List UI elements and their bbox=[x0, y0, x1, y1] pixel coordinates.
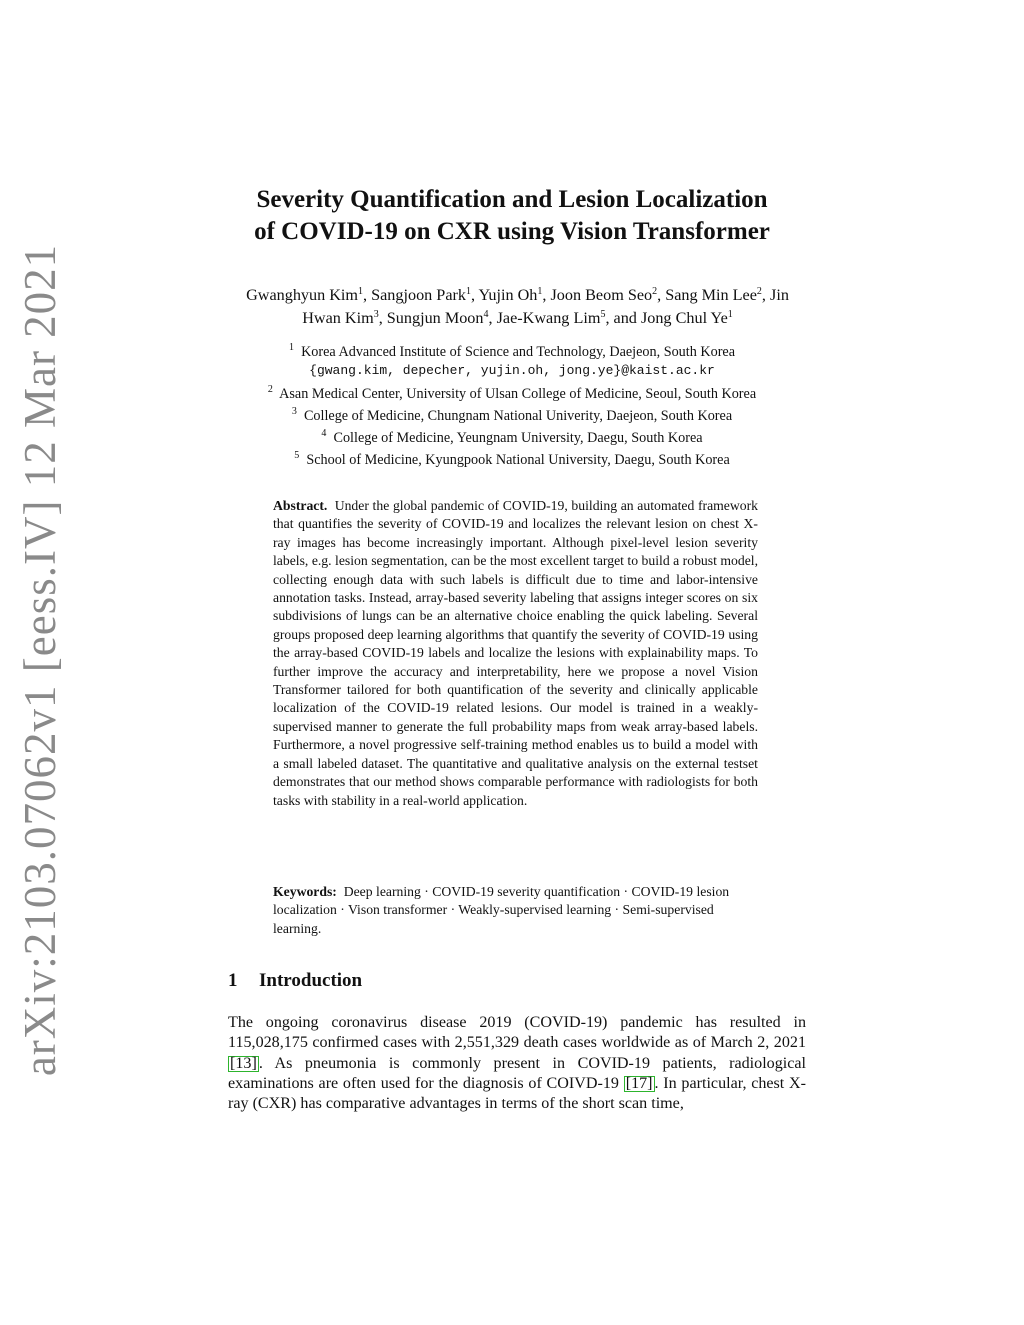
author-affil-mark: 1 bbox=[727, 309, 733, 320]
author-name: , Sangjoon Park bbox=[363, 286, 466, 304]
affiliation-line bbox=[200, 447, 824, 469]
author-affil-mark: 1 bbox=[465, 286, 471, 297]
author-name: , Sungjun Moon bbox=[378, 309, 484, 327]
affiliation-mark: 1 bbox=[288, 342, 294, 353]
author-affil-mark: 2 bbox=[756, 286, 762, 297]
author-emails: {gwang.kim, depecher, yujin.oh, jong.ye}@kaist.ac.kr bbox=[309, 363, 715, 379]
author-affil-mark: 1 bbox=[537, 286, 543, 297]
abstract bbox=[273, 497, 758, 810]
author-list bbox=[230, 282, 805, 328]
keywords-label: Keywords: bbox=[273, 884, 337, 899]
author-name: , Jin Hwan Kim bbox=[302, 286, 789, 327]
citation-link[interactable]: [13] bbox=[230, 1054, 257, 1072]
affiliation-line bbox=[200, 339, 824, 361]
section-heading bbox=[228, 970, 362, 992]
section-title: Introduction bbox=[259, 970, 363, 991]
affiliation-mark: 3 bbox=[291, 405, 297, 417]
author-name: , Sang Min Lee bbox=[657, 286, 757, 304]
affiliation-line bbox=[200, 403, 824, 425]
arxiv-identifier: arXiv:2103.07062v1 [eess.IV] 12 Mar 2021 bbox=[15, 243, 65, 1077]
intro-paragraph bbox=[228, 1013, 806, 1114]
author-name: Gwanghyun Kim bbox=[246, 286, 359, 304]
affiliation-text: Korea Advanced Institute of Science and Technology, Daejeon, South Korea bbox=[301, 344, 736, 360]
intro-text: . As pneumonia is commonly present in COVID-19 patients, radiological examinations are often used for the diagnosis of COIVD-19 bbox=[228, 1054, 806, 1092]
affiliation-text: College of Medicine, Yeungnam University, Daegu, South Korea bbox=[333, 430, 703, 447]
abstract-text: Under the global pandemic of COVID-19, building an automated framework that quantifies the severity of COVID-19 and localizes the relevant lesion on chest X-ray images has become increasingly important. Although pixel-level lesion severity labels, e.g. lesion segmentation, can be the most excellent target to build a robust model, collecting enough data with such labels is difficult due to time and labor-intensive annotation tasks. Instead, array-based severity labeling that assigns integer scores on six subdivisions of lungs can be an alternative choice enabling the quick labeling. Several groups proposed deep learning algorithms that quantify the severity of COVID-19 using the array-based COVID-19 labels and localize the lesions with explainability maps. To further improve the accuracy and interpretability, here we propose a novel Vision Transformer tailored for both quantification of the severity and clinically applicable localization of the COVID-19 related lesions. Our model is trained in a weakly-supervised manner to generate the full probability maps from weak array-based labels. Furthermore, a novel progressive self-training method enables us to build a model with a small labeled dataset. The quantitative and qualitative analysis on the external testset demonstrates that our method shows comparable performance with radiologists for both tasks with stability in a real-world application. bbox=[273, 498, 758, 808]
author-affil-mark: 2 bbox=[652, 286, 658, 297]
author-name: , and Jong Chul Ye bbox=[605, 309, 728, 327]
email-line bbox=[200, 361, 824, 380]
author-name: , Joon Beom Seo bbox=[542, 286, 653, 304]
section-number: 1 bbox=[228, 970, 238, 991]
affiliation-list bbox=[200, 339, 824, 470]
paper-title bbox=[0, 184, 1024, 248]
intro-text: . In particular, chest X-ray (CXR) has comparative advantages in terms of the short scan time, bbox=[228, 1074, 806, 1113]
affiliation-mark: 2 bbox=[267, 383, 273, 395]
keywords-text: Deep learning · COVID-19 severity quantification · COVID-19 lesion localization · Vison transformer · Weakly-supervised learning · Semi-supervised learning. bbox=[273, 884, 730, 936]
affiliation-mark: 5 bbox=[294, 450, 300, 462]
intro-text: The ongoing coronavirus disease 2019 (COVID-19) pandemic has resulted in 115,028,175 confirmed cases with 2,551,329 death cases worldwide as of March 2, 2021 bbox=[228, 1014, 806, 1052]
affiliation-line bbox=[200, 425, 824, 447]
keywords bbox=[273, 883, 758, 938]
title-line-2: of COVID-19 on CXR using Vision Transformer bbox=[254, 218, 770, 245]
affiliation-text: School of Medicine, Kyungpook National University, Daegu, South Korea bbox=[306, 452, 730, 469]
affiliation-text: Asan Medical Center, University of Ulsan College of Medicine, Seoul, South Korea bbox=[279, 385, 757, 402]
author-affil-mark: 3 bbox=[373, 309, 379, 320]
affiliation-text: College of Medicine, Chungnam National Univerity, Daejeon, South Korea bbox=[303, 407, 733, 424]
author-name: , Yujin Oh bbox=[470, 286, 538, 304]
author-name: , Jae-Kwang Lim bbox=[488, 309, 601, 327]
citation-link[interactable]: [17] bbox=[625, 1074, 653, 1092]
author-affil-mark: 1 bbox=[358, 286, 364, 297]
title-line-1: Severity Quantification and Lesion Localization bbox=[256, 186, 768, 213]
abstract-label: Abstract. bbox=[273, 498, 328, 513]
author-affil-mark: 4 bbox=[483, 309, 489, 320]
author-affil-mark: 5 bbox=[600, 309, 606, 320]
affiliation-mark: 4 bbox=[321, 428, 327, 440]
affiliation-line bbox=[200, 381, 824, 403]
